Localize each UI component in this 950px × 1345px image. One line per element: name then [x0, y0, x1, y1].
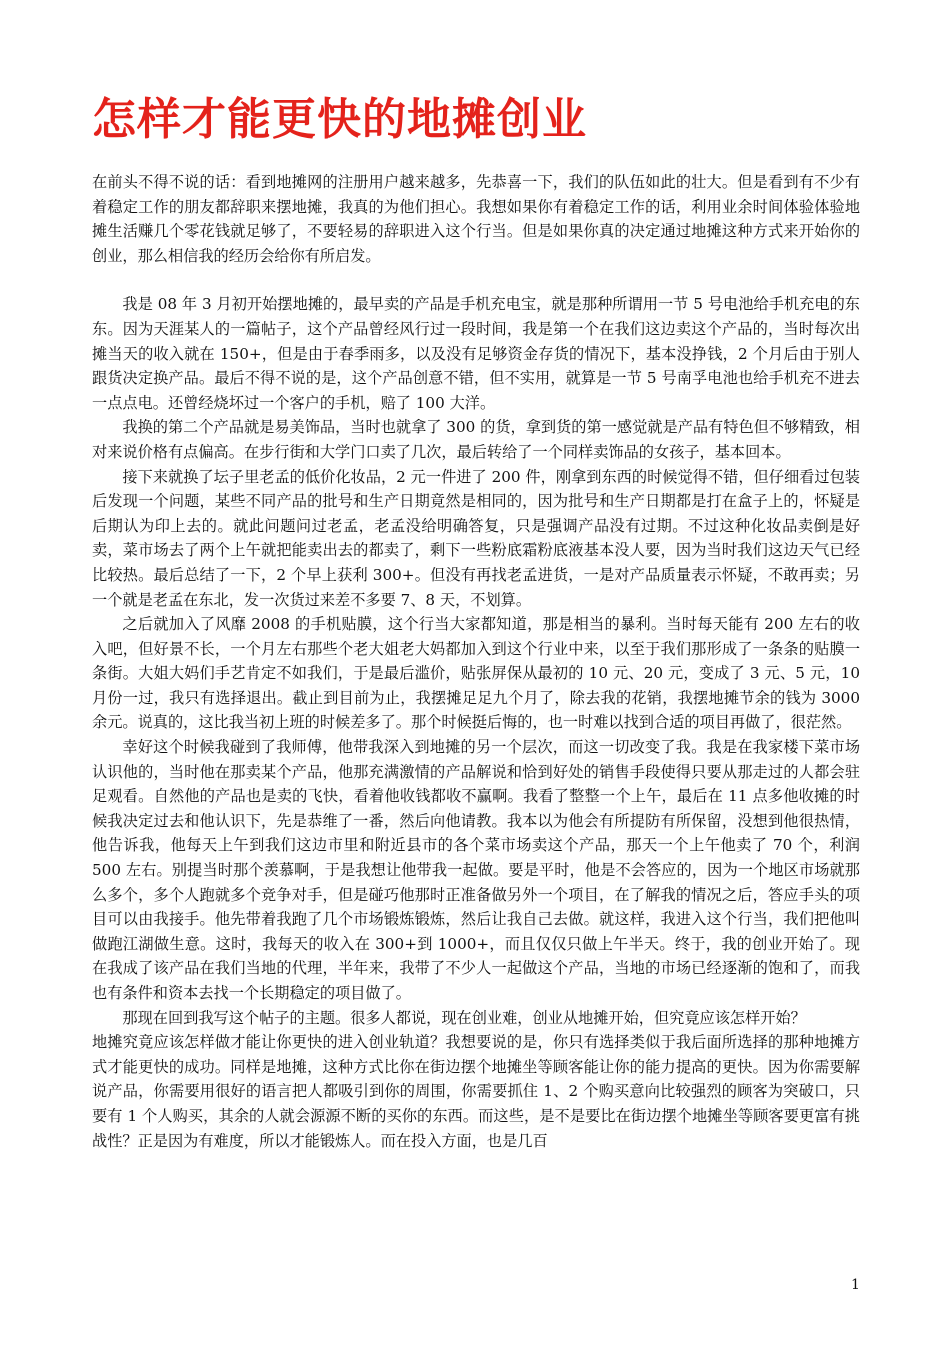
paragraph-phone-charger: 我是 08 年 3 月初开始摆地摊的，最早卖的产品是手机充电宝，就是那种所谓用一节 5 号电池给手机充电的东东。因为天涯某人的一篇帖子，这个产品曾经风行过一段时间，我是第一个在我们这边卖这个产品的，当时每次出摊当天的收入就在 150+，但是由于春季雨多，以及没有足够资金存货的情况下，基本没挣钱，2 个月后由于别人跟货决定换产品。最后不得不说的是，这个产品创意不错，但不实用，就算是一节 5 号南孚电池也给手机充不进去一点点电。还曾经烧坏过一个客户的手机，赔了 100 大洋。	[92, 295, 860, 412]
paragraph-topic: 那现在回到我写这个帖子的主题。很多人都说，现在创业难，创业从地摊开始，但究竟应该怎样开始？	[122, 1008, 806, 1027]
paragraph-screen-film: 之后就加入了风靡 2008 的手机贴膜，这个行当大家都知道，那是相当的暴利。当时每天能有 200 左右的收入吧，但好景不长，一个月左右那些个老大姐老大妈都加入到这个行业中来，以至于我们那形成了一条条的贴膜一条街。大姐大妈们手艺肯定不如我们，于是最后滥价，贴张屏保从最初的 10 元、20 元，变成了 3 元、5 元，10 月份一过，我只有选择退出。截止到目前为止，我摆摊足足九个月了，除去我的花销，我摆地摊节余的钱为 3000 余元。说真的，这比我当初上班的时候差多了。那个时候挺后悔的，也一时难以找到合适的项目再做了，很茫然。	[92, 615, 860, 732]
paragraph-accessories: 我换的第二个产品就是易美饰品，当时也就拿了 300 的货，拿到货的第一感觉就是产品有特色但不够精致，相对来说价格有点偏高。在步行街和大学门口卖了几次，最后转给了一个同样卖饰品的女孩子，基本回本。	[92, 418, 860, 461]
paragraph-method: 地摊究竟应该怎样做才能让你更快的进入创业轨道？我想要说的是，你只有选择类似于我后面所选择的那种地摊方式才能更快的成功。同样是地摊，这种方式比你在街边摆个地摊坐等顾客能让你的能力提高的更快。因为你需要解说产品，你需要用很好的语言把人都吸引到你的周围，你需要抓住 1、2 个购买意向比较强烈的顾客为突破口，只要有 1 个人购买，其余的人就会源源不断的买你的东西。而这些，是不是要比在街边摆个地摊坐等顾客要更富有挑战性？正是因为有难度，所以才能锻炼人。而在投入方面，也是几百	[92, 1033, 860, 1150]
paragraph-mentor: 幸好这个时候我碰到了我师傅，他带我深入到地摊的另一个层次，而这一切改变了我。我是在我家楼下菜市场认识他的，当时他在那卖某个产品，他那充满激情的产品解说和恰到好处的销售手段使得只要从那走过的人都会驻足观看。自然他的产品也是卖的飞快，看着他收钱都收不赢啊。我看了整整一个上午，最后在 11 点多他收摊的时候我决定过去和他认识下，先是恭维了一番，然后向他请教。我本以为他会有所提防有所保留，没想到他很热情，他告诉我，他每天上午到我们这边市里和附近县市的各个菜市场卖这个产品，那天一个上午他卖了 70 个，利润 500 左右。别提当时那个羡慕啊，于是我想让他带我一起做。要是平时，他是不会答应的，因为一个地区市场就那么多个，多个人跑就多个竞争对手，但是碰巧他那时正准备做另外一个项目，在了解我的情况之后，答应手头的项目可以由我接手。他先带着我跑了几个市场锻炼锻炼，然后让我自己去做。就这样，我进入这个行当，我们把他叫做跑江湖做生意。这时，我每天的收入在 300+到 1000+，而且仅仅只做上午半天。终于，我的创业开始了。现在我成了该产品在我们当地的代理，半年来，我带了不少人一起做这个产品，当地的市场已经逐渐的饱和了，而我也有条件和资本去找一个长期稳定的项目做了。	[92, 738, 860, 1002]
page-number: 1	[851, 1277, 860, 1293]
paragraph-cosmetics: 接下来就换了坛子里老孟的低价化妆品，2 元一件进了 200 件，刚拿到东西的时候觉得不错，但仔细看过包装后发现一个问题，某些不同产品的批号和生产日期竟然是相同的，因为批号和生产日期都是打在盒子上的，怀疑是后期认为印上去的。就此问题问过老孟，老孟没给明确答复，只是强调产品没有过期。不过这种化妆品卖倒是好卖，菜市场去了两个上午就把能卖出去的都卖了，剩下一些粉底霜粉底液基本没人要，因为当时我们这边天气已经比较热。最后总结了一下，2 个早上获利 300+。但没有再找老孟进货，一是对产品质量表示怀疑，不敢再卖；另一个就是老孟在东北，发一次货过来差不多要 7、8 天，不划算。	[92, 467, 860, 609]
intro-paragraph: 在前头不得不说的话：看到地摊网的注册用户越来越多，先恭喜一下，我们的队伍如此的壮大。但是看到有不少有着稳定工作的朋友都辞职来摆地摊，我真的为他们担心。我想如果你有着稳定工作的话，利用业余时间体验体验地摊生活赚几个零花钱就足够了，不要轻易的辞职进入这个行当。但是如果你真的决定通过地摊这种方式来开始你的创业，那么相信我的经历会给你有所启发。	[92, 173, 860, 265]
article-body	[92, 170, 860, 1153]
page-title: 怎样才能更快的地摊创业	[92, 94, 587, 145]
